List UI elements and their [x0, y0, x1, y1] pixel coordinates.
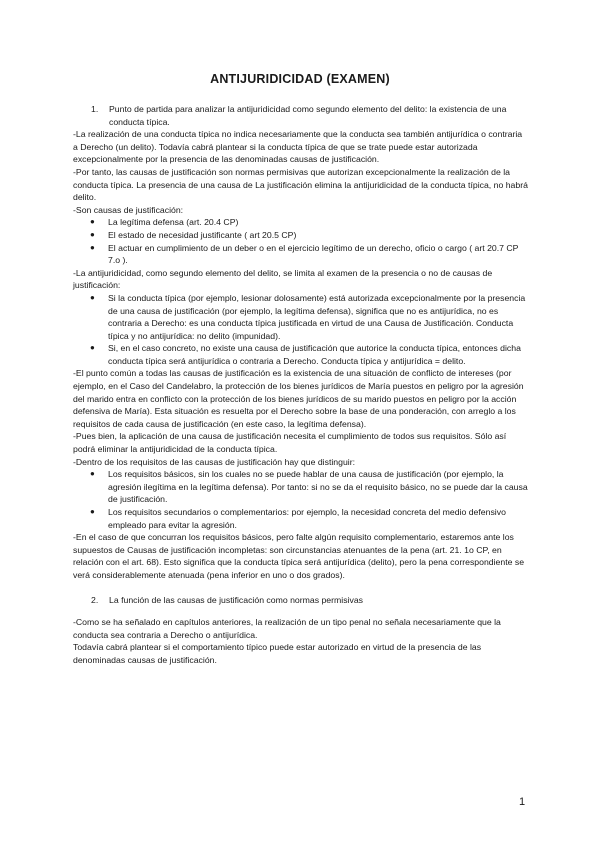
- paragraph: -El punto común a todas las causas de justificación es la existencia de una situación de conflicto de intereses (por ejemplo, en el Caso del Candelabro, la protección de los bienes jurídicos de María puestos en peligro por la agresión del marido entra en conflicto con la protección de los bienes jurídicos de su marido puestos en peligro por la acción defensiva de María). Esta situación es resuelta por el Derecho sobre la base de una ponderación, con arreglo a los requisitos de cada causa de justificación (en este caso, la legítima defensa).: [73, 368, 524, 429]
- bullet-icon: ●: [90, 292, 95, 302]
- bullet-text: El estado de necesidad justificante ( art 20.5 CP): [108, 229, 297, 240]
- page-number: 1: [519, 796, 526, 808]
- bullet-icon: ●: [90, 242, 95, 252]
- paragraph: -La antijuridicidad, como segundo elemento del delito, se limita al examen de la presencia o no de causas de justificación:: [73, 267, 493, 291]
- bullet-text: Los requisitos secundarios o complementarios: por ejemplo, la necesidad concreta del medio defensivo empleado para evitar la agresión.: [108, 507, 506, 530]
- numbered-heading: [73, 103, 529, 128]
- heading-text: Punto de partida para analizar la antijuridicidad como segundo elemento del delito: la existencia de una conducta típica.: [109, 104, 507, 127]
- bullet-item: [73, 506, 529, 531]
- document-title: ANTIJURIDICIDAD (EXAMEN): [210, 72, 390, 86]
- bullet-item: [73, 216, 529, 229]
- list-number: 2.: [91, 594, 99, 605]
- bullet-text: Los requisitos básicos, sin los cuales no se puede hablar de una causa de justificación (por ejemplo, la agresión ilegítima en la legítima defensa). Por tanto: si no se da el requisito básico, no se puede dar la causa de justificación.: [108, 469, 528, 505]
- bullet-item: [73, 292, 529, 342]
- paragraph: -Dentro de los requisitos de las causas de justificación hay que distinguir:: [73, 456, 356, 467]
- bullet-icon: ●: [90, 217, 95, 227]
- bullet-item: [73, 229, 529, 242]
- heading-text: La función de las causas de justificación como normas permisivas: [109, 594, 363, 605]
- paragraph: -Son causas de justificación:: [73, 204, 184, 215]
- paragraph: -Por tanto, las causas de justificación son normas permisivas que autorizan excepcionalmente la realización de la conducta típica. La presencia de una causa de La justificación elimina la antijuridicidad de la conducta típica, no habrá delito.: [73, 166, 528, 203]
- bullet-item: [73, 342, 529, 367]
- paragraph: -Como se ha señalado en capítulos anteriores, la realización de un tipo penal no señala necesariamente que la conducta sea contraria a Derecho o antijurídica.: [73, 617, 501, 640]
- paragraph: Todavía cabrá plantear si el comportamiento típico puede estar autorizado en virtud de la presencia de las denominadas causas de justificación.: [73, 642, 482, 665]
- bullet-icon: ●: [90, 469, 95, 479]
- bullet-item: [73, 468, 529, 506]
- spacer: [73, 582, 529, 594]
- bullet-icon: ●: [90, 507, 95, 516]
- document-body: [73, 103, 529, 667]
- bullet-text: Si, en el caso concreto, no existe una causa de justificación que autorice la conducta típica, entonces dicha conducta típica será antijurídica o contraria a Derecho. Conducta típica y antijurídica = delito.: [108, 343, 521, 366]
- bullet-item: [73, 242, 529, 267]
- bullet-icon: ●: [90, 343, 95, 353]
- bullet-text: El actuar en cumplimiento de un deber o en el ejercicio legítimo de un derecho, oficio o cargo ( art 20.7 CP 7.o ).: [108, 242, 519, 266]
- paragraph: -En el caso de que concurran los requisitos básicos, pero falte algún requisito complementario, estaremos ante los supuestos de Causas de justificación incompletas: son circunstancias atenuantes de la pena (art. 21. 1o CP, en relación con el art. 68). Esto significa que la conducta típica será antijurídica (delito), pero la pena correspondiente se verá considerablemente atenuada (pena inferior en uno o dos grados).: [73, 532, 525, 580]
- spacer: [73, 606, 529, 616]
- paragraph: -La realización de una conducta típica no indica necesariamente que la conducta sea también antijurídica o contraria a Derecho (un delito). Todavía cabrá plantear si la conducta típica de que se trate puede estar autorizada excepcionalmente por la presencia de las denominadas causas de justificación.: [73, 129, 523, 165]
- numbered-heading: [73, 594, 529, 607]
- paragraph: -Pues bien, la aplicación de una causa de justificación necesita el cumplimiento de todos sus requisitos. Sólo así podrá eliminar la antijuridicidad de la conducta típica.: [73, 431, 507, 455]
- bullet-text: Si la conducta típica (por ejemplo, lesionar dolosamente) está autorizada excepcionalmente por la presencia de una causa de justificación (por ejemplo, la legítima defensa), significa que no es antijurídica, no es contraria a Derecho: es una conducta típica justificada en virtud de una Causa de Justificación. Conducta típica y no antijurídica: no delito (impunidad).: [108, 292, 526, 341]
- list-number: 1.: [91, 104, 99, 114]
- bullet-icon: ●: [90, 229, 95, 239]
- bullet-text: La legítima defensa (art. 20.4 CP): [108, 217, 239, 228]
